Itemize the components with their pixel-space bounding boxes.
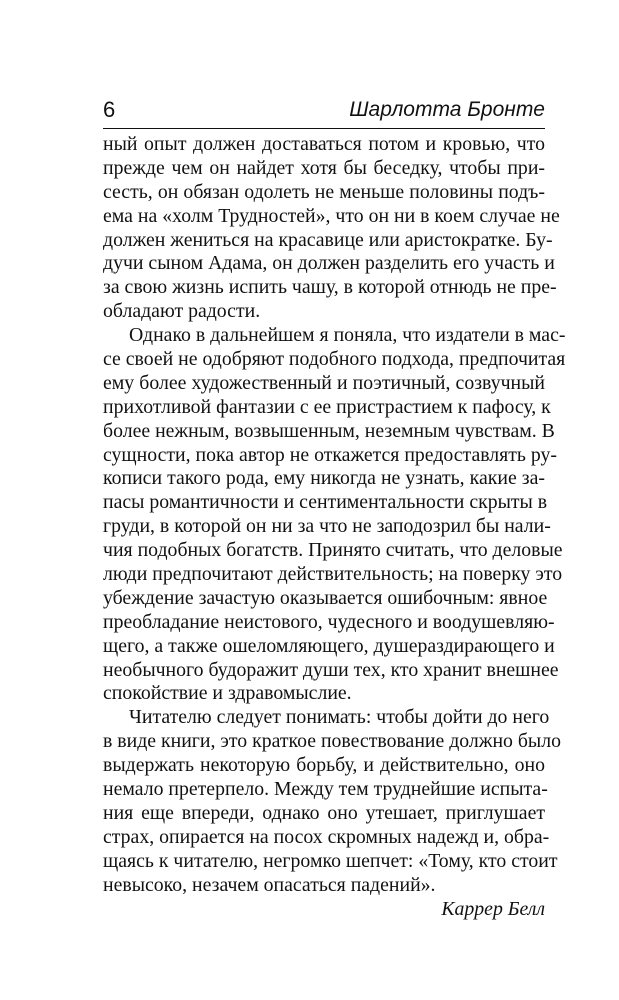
text-line: Однако в дальнейшем я поняла, что издатели в мас- <box>129 324 566 347</box>
text-line: необычного будоражит души тех, кто хранит внешнее <box>103 658 559 681</box>
text-line: немало претерпело. Между тем труднейшие испыта- <box>103 778 548 801</box>
text-line: груди, в которой он ни за что не заподозрил бы нали- <box>103 515 551 538</box>
text-line: ему более художественный и поэтичный, созвучный <box>103 371 545 394</box>
text-line: обладают радости. <box>103 300 261 323</box>
text-line: невысоко, незачем опасаться падений». <box>103 873 436 896</box>
text-line: ный опыт должен доставаться потом и кровью, что <box>103 133 545 155</box>
page-header <box>103 96 545 130</box>
paragraph <box>103 324 566 706</box>
text-line: в виде книги, это краткое повествование должно было <box>103 730 561 753</box>
text-line: страх, опирается на посох скромных надежд и, обра- <box>103 825 550 848</box>
text-line: чия подобных богатств. Принято считать, что деловые <box>103 539 563 562</box>
body-text <box>103 133 566 921</box>
text-line: сесть, он обязан одолеть не меньше половины подъ- <box>103 180 545 203</box>
text-line: спокойствие и здравомыслие. <box>103 682 352 705</box>
author-signature: Каррер Белл <box>441 897 545 920</box>
text-line: щего, а также ошеломляющего, душераздирающего и <box>103 634 555 657</box>
text-line: пасы романтичности и сентиментальности скрыты в <box>103 491 548 514</box>
text-line: прежде чем он найдет хотя бы беседку, чтобы при- <box>103 156 545 179</box>
text-line: щаясь к читателю, негромко шепчет: «Тому, кто стоит <box>103 849 558 872</box>
paragraph <box>103 706 561 897</box>
text-line: прихотливой фантазии с ее пристрастием к пафосу, к <box>103 395 551 418</box>
text-line: должен жениться на красавице или аристократке. Бу- <box>103 228 553 251</box>
text-line: преобладание неистового, чудесного и воодушевляю- <box>103 610 555 633</box>
text-line: ния еще впереди, однако оно утешает, приглушает <box>103 801 545 824</box>
header-rule <box>103 128 545 129</box>
paragraph <box>103 133 560 324</box>
text-line: кописи такого рода, ему никогда не узнать, какие за- <box>103 467 545 490</box>
text-line: ема на «холм Трудностей», что он ни в коем случае не <box>103 204 560 227</box>
text-line: сущности, пока автор не откажется предоставлять ру- <box>103 443 557 466</box>
text-line: выдержать некоторую борьбу, и действительно, оно <box>103 754 545 777</box>
text-line: се своей не одобряют подобного подхода, предпочитая <box>103 348 566 371</box>
text-line: дучи сыном Адама, он должен разделить его участь и <box>103 252 555 275</box>
text-line: убеждение зачастую оказывается ошибочным: явное <box>103 586 548 609</box>
text-line: люди предпочитают действительность; на поверку это <box>103 563 563 586</box>
page-number: 6 <box>103 97 116 122</box>
running-title: Шарлотта Бронте <box>349 98 545 121</box>
text-line: Читателю следует понимать: чтобы дойти до него <box>129 706 550 729</box>
text-line: более нежным, возвышенным, неземным чувствам. В <box>103 419 555 442</box>
text-line: за свою жизнь испить чашу, в которой отнюдь не пре- <box>103 276 557 299</box>
